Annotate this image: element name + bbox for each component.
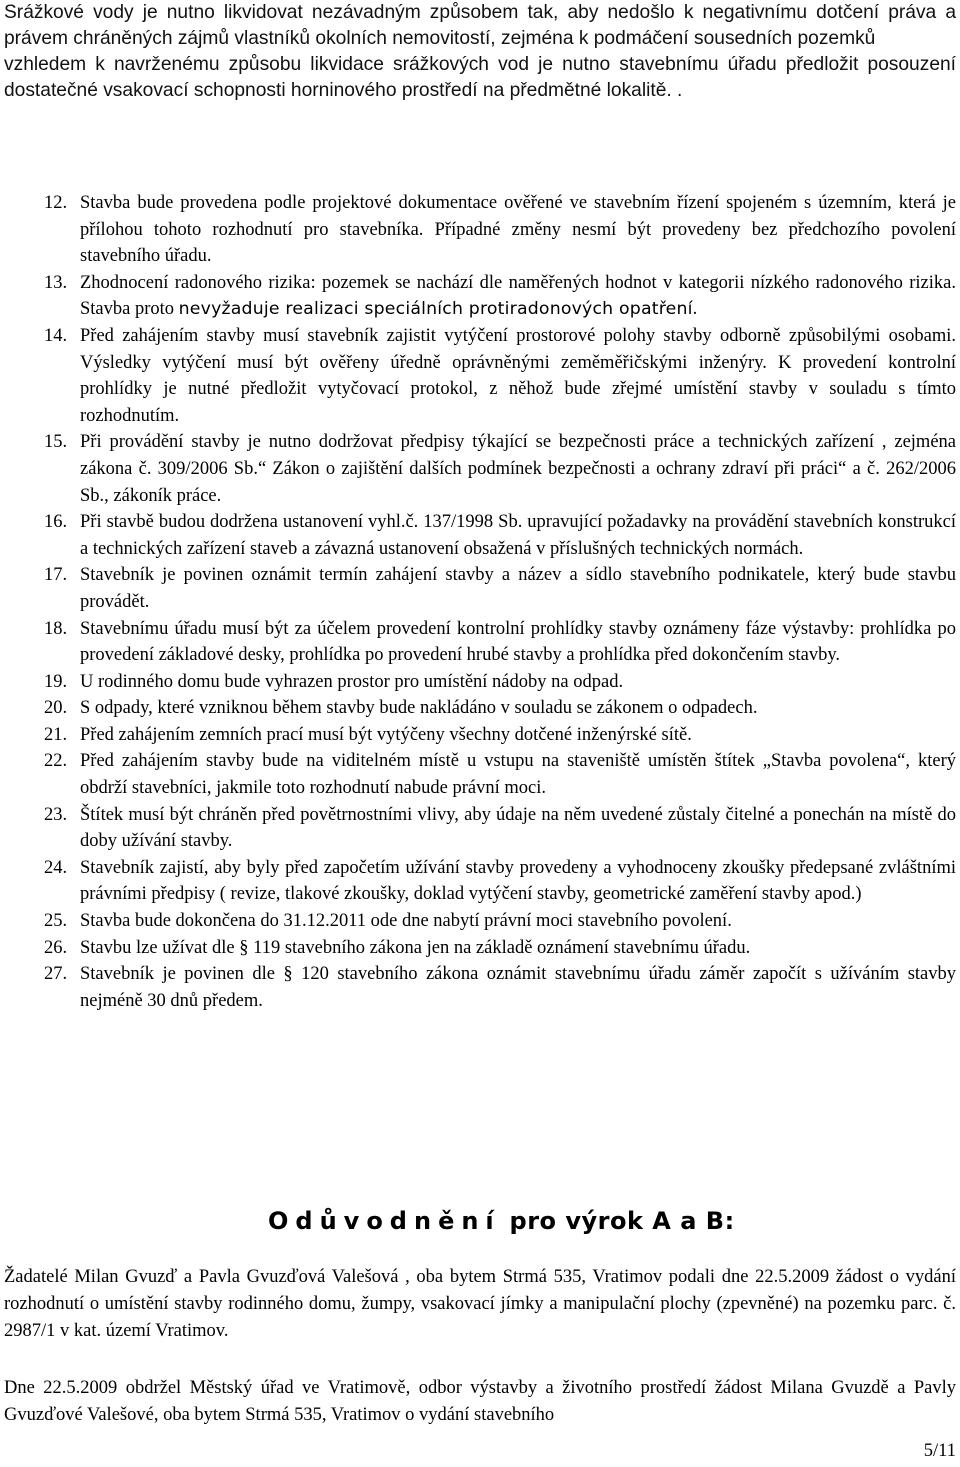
item-text: Před zahájením zemních prací musí být vytýčeny všechny dotčené inženýrské sítě. [80, 724, 692, 745]
item-text: Při provádění stavby je nutno dodržovat předpisy týkající se bezpečnosti práce a technických zařízení , zejména zákona č. 309/2006 Sb.“ Zákon o zajištění dalších podmínek bezpečnosti a ochrany zdraví při práci“ a č. 262/2006 Sb., zákoník práce. [80, 432, 956, 506]
item-number: 25. [44, 911, 68, 932]
intro-block [4, 0, 956, 104]
item-text: Stavebník zajistí, aby byly před započetím užívání stavby provedeny a vyhodnoceny zkoušky předepsané zvláštními právními předpisy ( revize, tlakové zkoušky, doklad vytýčení stavby, geometrické zaměření stavby apod.) [80, 857, 956, 905]
item-text-emphasis: nevyžaduje realizaci speciálních protiradonových opatření [178, 299, 693, 320]
item-number: 18. [44, 618, 68, 639]
list-item [4, 908, 956, 935]
list-item [4, 270, 956, 323]
item-number: 27. [44, 964, 68, 985]
list-item [4, 562, 956, 615]
item-text: Před zahájením stavby musí stavebník zajistit vytýčení prostorové polohy stavby odborně způsobilými osobami. Výsledky vytýčení musí být ověřeny úředně oprávněnými zeměměřičskými inženýry. K provedení kontrolní prohlídky je nutné předložit vytyčovací protokol, z něhož bude zřejmé umístění stavby v souladu s tímto rozhodnutím. [80, 325, 956, 426]
item-text: Stavebník je povinen oznámit termín zahájení stavby a název a sídlo stavebního podnikatele, který bude stavbu provádět. [80, 565, 956, 612]
item-number: 22. [44, 751, 68, 772]
item-text: Stavba bude dokončena do 31.12.2011 ode dne nabytí právní moci stavebního povolení. [80, 911, 732, 932]
list-item [4, 748, 956, 801]
item-number: 23. [44, 804, 68, 825]
item-number: 21. [44, 724, 68, 745]
list-item [4, 961, 956, 1014]
list-item [4, 509, 956, 562]
item-number: 19. [44, 671, 68, 692]
item-number: 15. [44, 432, 68, 453]
list-item [4, 802, 956, 855]
item-text: Stavebnímu úřadu musí být za účelem provedení kontrolní prohlídky stavby oznámeny fáze výstavby: prohlídka po provedení základové desky, prohlídka po provedení hrubé stavby a prohlídka před dokončením stavby. [80, 618, 956, 666]
intro-paragraph-1: Srážkové vody je nutno likvidovat nezávadným způsobem tak, aby nedošlo k negativnímu dotčení práva a právem chráněných zájmů vlastníků okolních nemovitostí, zejména k podmáčení sousedních pozemků [4, 2, 956, 49]
item-text: Při stavbě budou dodržena ustanovení vyhl.č. 137/1998 Sb. upravující požadavky na provádění stavebních konstrukcí a technických zařízení staveb a závazná ustanovení obsažená v příslušných technických normách. [80, 512, 956, 559]
item-text: Štítek musí být chráněn před povětrnostními vlivy, aby údaje na něm uvedené zůstaly čitelné a ponechán na místě do doby užívání stavby. [80, 804, 956, 852]
item-text-part: . [692, 299, 698, 320]
list-item [4, 855, 956, 908]
list-item [4, 695, 956, 722]
list-item [4, 429, 956, 509]
page-number: 5/11 [923, 1441, 956, 1461]
intro-paragraph-2: vzhledem k navrženému způsobu likvidace srážkových vod je nutno stavebnímu úřadu předložit posouzení dostatečné vsakovací schopnosti horninového prostředí na předmětné lokalitě. . [4, 53, 956, 101]
item-text: Stavebník je povinen dle § 120 stavebního zákona oznámit stavebnímu úřadu záměr započít s užíváním stavby nejméně 30 dnů předem. [80, 964, 956, 1011]
item-number: 17. [44, 565, 68, 586]
reasoning-paragraph-2: Dne 22.5.2009 obdržel Městský úřad ve Vratimově, odbor výstavby a životního prostředí žádost Milana Gvuzdě a Pavly Gvuzďové Valešové, oba bytem Strmá 535, Vratimov o vydání stavebního [4, 1378, 956, 1426]
item-number: 12. [44, 193, 68, 213]
item-number: 13. [44, 272, 68, 293]
item-text: Stavbu lze užívat dle § 119 stavebního zákona jen na základě oznámení stavebnímu úřadu. [80, 937, 751, 958]
conditions-list [4, 190, 956, 1014]
item-text-part: Zhodnocení radonového rizika: pozemek se nachází dle naměřených hodnot v kategorii nízkého radonového rizika. Stavba proto [80, 272, 956, 320]
item-text: Stavba bude provedena podle projektové dokumentace ověřené ve stavebním řízení spojeném s územním, která je přílohou tohoto rozhodnutí pro stavebníka. Případné změny nesmí být provedeny bez předchozího povolení stavebního úřadu. [80, 193, 956, 267]
list-item [4, 669, 956, 696]
item-text: U rodinného domu bude vyhrazen prostor pro umístění nádoby na odpad. [80, 671, 624, 692]
reasoning-paragraph-1: Žadatelé Milan Gvuzď a Pavla Gvuzďová Valešová , oba bytem Strmá 535, Vratimov podali dne 22.5.2009 žádost o vydání rozhodnutí o umístění stavby rodinného domu, žumpy, vsakovací jímky a manipulační plochy (zpevněné) na pozemku parc. č. 2987/1 v kat. území Vratimov. [4, 1267, 956, 1342]
item-number: 20. [44, 698, 68, 719]
list-item [4, 722, 956, 749]
list-item [4, 935, 956, 962]
item-number: 24. [44, 857, 68, 878]
item-text [80, 270, 956, 323]
item-number: 16. [44, 512, 68, 533]
list-item [4, 190, 956, 270]
item-number: 14. [44, 325, 68, 346]
heading-spaced-word: Odůvodnění [268, 1207, 501, 1235]
list-item [4, 323, 956, 429]
list-item [4, 616, 956, 669]
item-text: S odpady, které vzniknou během stavby bude nakládáno v souladu se zákonem o odpadech. [80, 698, 758, 719]
item-number: 26. [44, 937, 68, 958]
heading-rest: pro výrok A a B: [509, 1207, 735, 1235]
section-heading [268, 1207, 735, 1235]
item-text: Před zahájením stavby bude na viditelném místě u vstupu na staveniště umístěn štítek „Stavba povolena“, který obdrží stavebníci, jakmile toto rozhodnutí nabude právní moci. [80, 751, 956, 799]
